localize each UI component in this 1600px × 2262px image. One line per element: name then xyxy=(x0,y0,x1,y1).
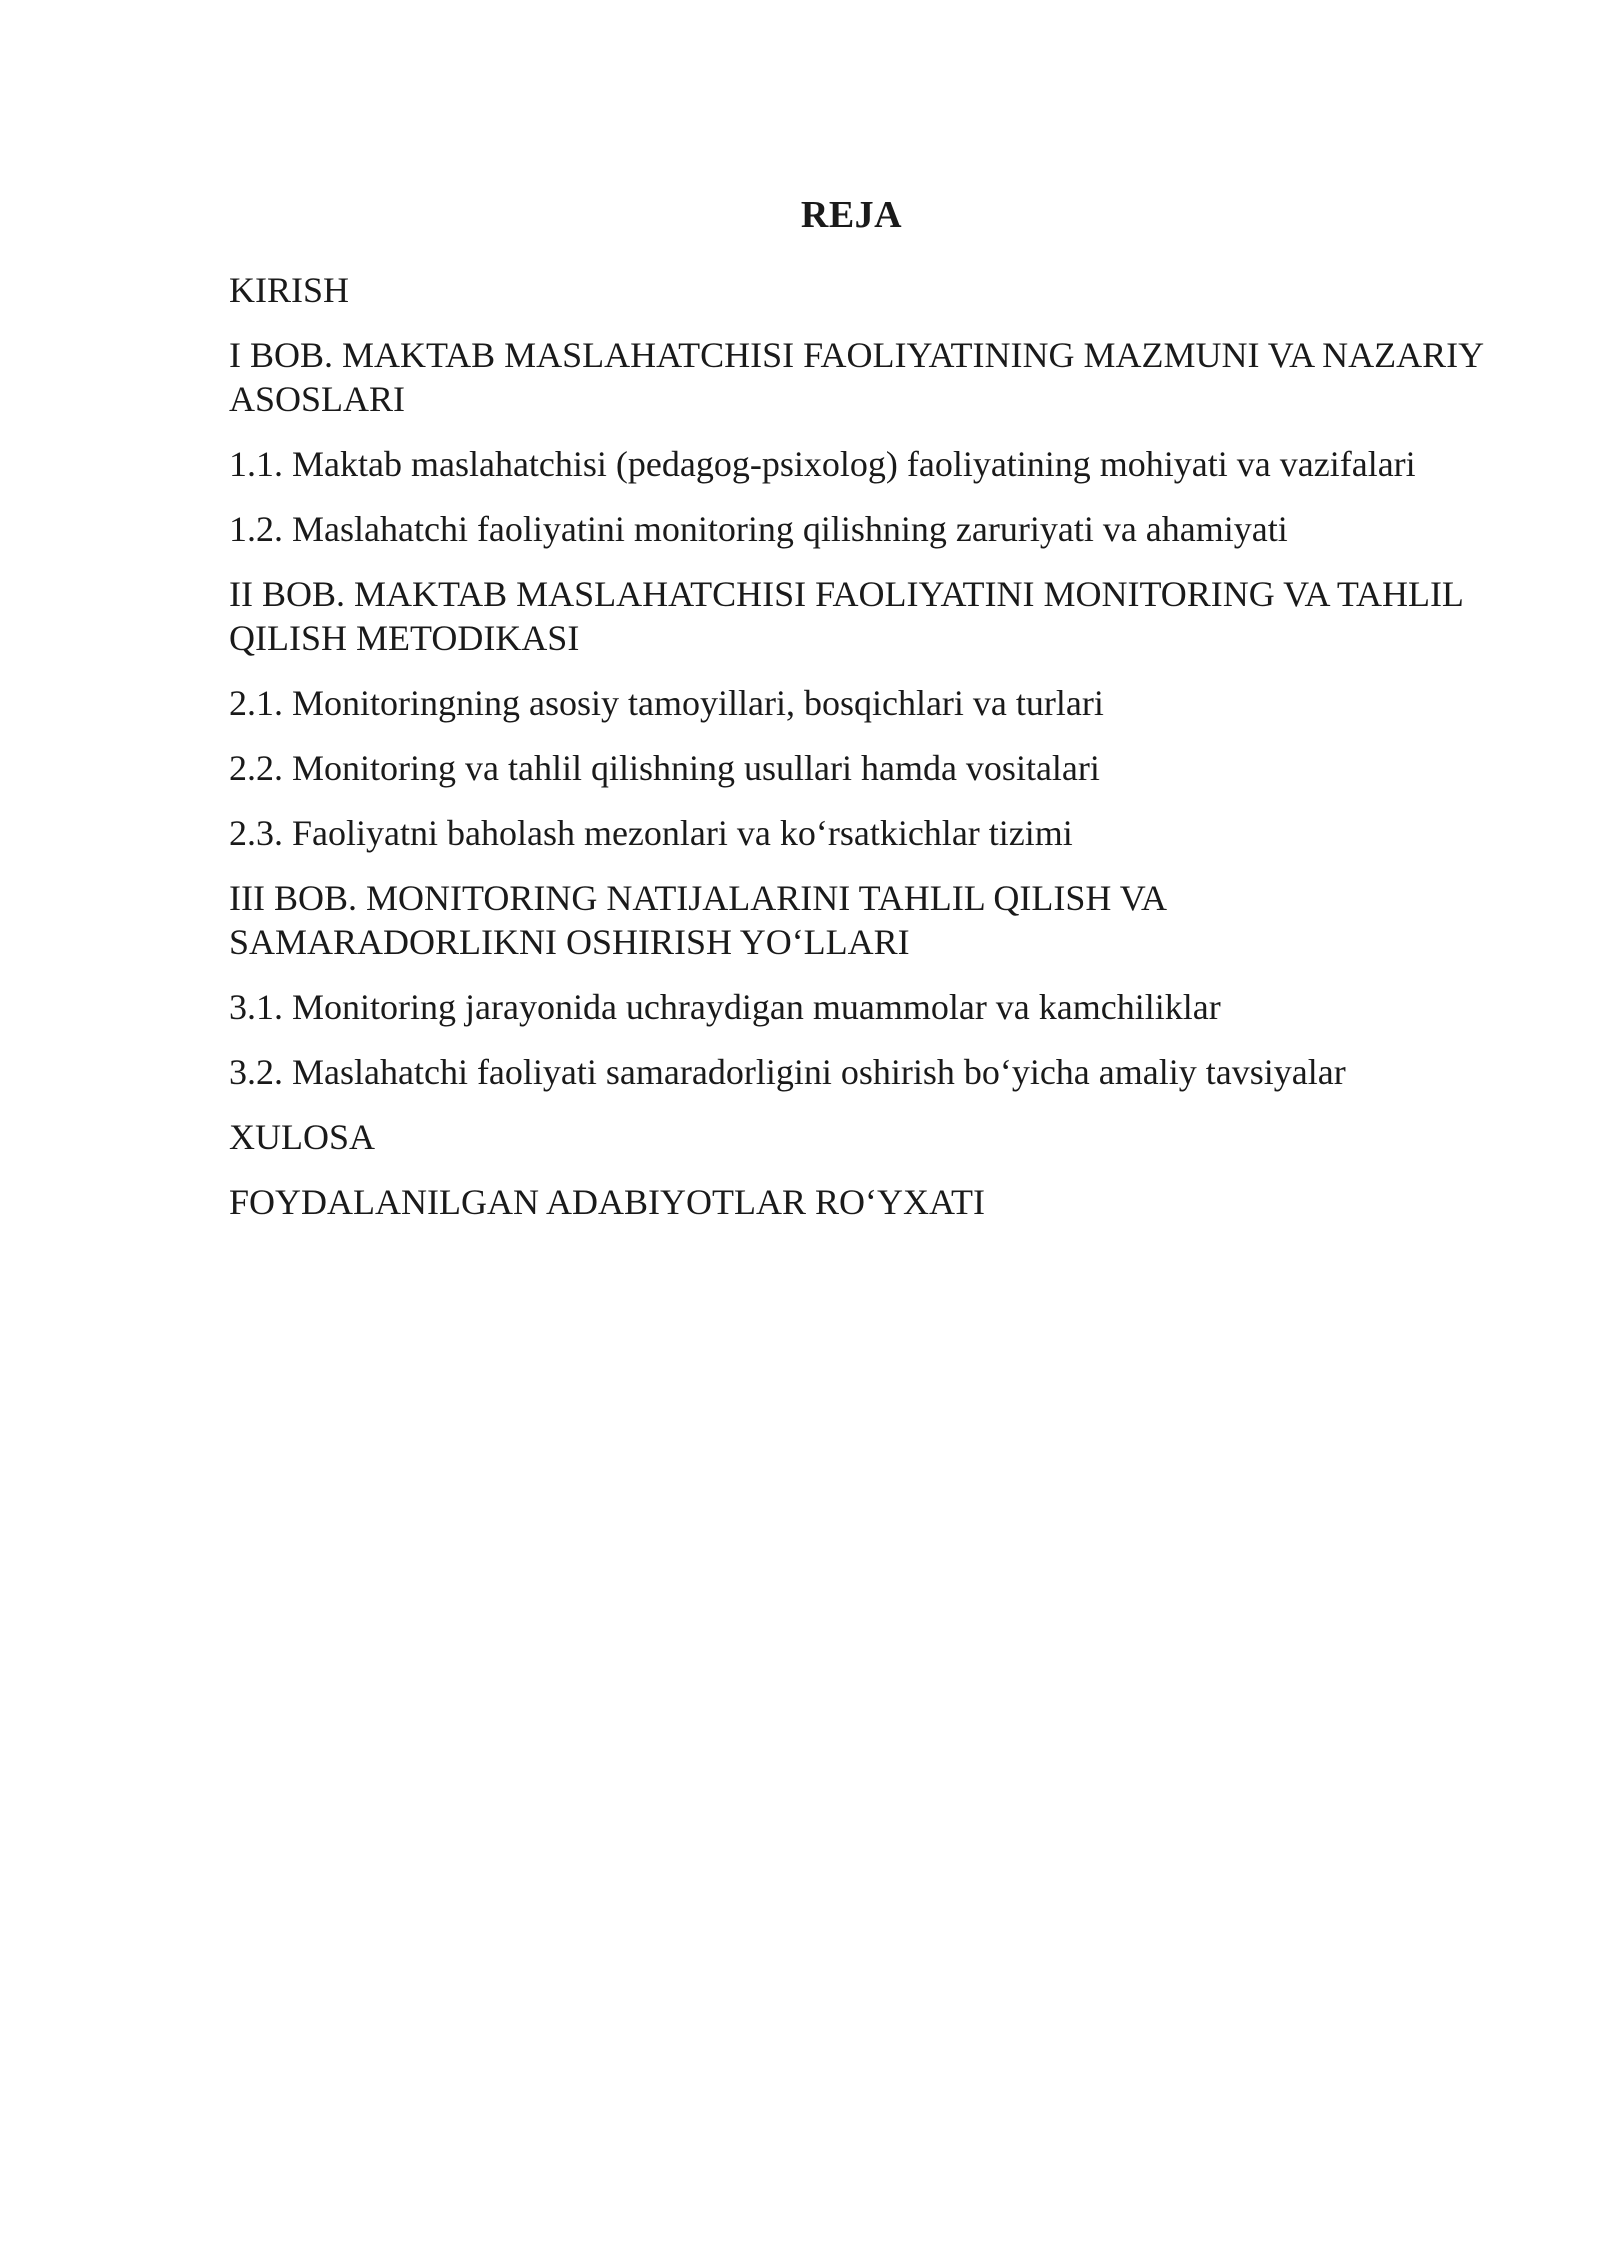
toc-item-section-3-1: 3.1. Monitoring jarayonida uchraydigan muammolar va kamchiliklar xyxy=(229,987,1221,1027)
toc-item-references: FOYDALANILGAN ADABIYOTLAR RO‘YXATI xyxy=(229,1182,985,1222)
toc-item-section-2-3: 2.3. Faoliyatni baholash mezonlari va ko‘rsatkichlar tizimi xyxy=(229,813,1073,853)
toc-item-section-3-2: 3.2. Maslahatchi faoliyati samaradorligini oshirish bo‘yicha amaliy tavsiyalar xyxy=(229,1052,1346,1092)
toc-item-chapter-1: I BOB. MAKTAB MASLAHATCHISI FAOLIYATINING MAZMUNI VA NAZARIY ASOSLARI xyxy=(229,335,1483,419)
toc-item-introduction: KIRISH xyxy=(229,270,350,310)
toc-item-section-1-2: 1.2. Maslahatchi faoliyatini monitoring qilishning zaruriyati va ahamiyati xyxy=(229,509,1288,549)
table-of-contents xyxy=(229,268,1489,1245)
toc-item-section-1-1: 1.1. Maktab maslahatchisi (pedagog-psixolog) faoliyatining mohiyati va vazifalari xyxy=(229,444,1416,484)
toc-item-section-2-2: 2.2. Monitoring va tahlil qilishning usullari hamda vositalari xyxy=(229,748,1100,788)
toc-item-chapter-3: III BOB. MONITORING NATIJALARINI TAHLIL QILISH VA SAMARADORLIKNI OSHIRISH YO‘LLARI xyxy=(229,878,1166,962)
page-title: REJA xyxy=(800,194,903,236)
toc-item-section-2-1: 2.1. Monitoringning asosiy tamoyillari, bosqichlari va turlari xyxy=(229,683,1104,723)
toc-item-chapter-2: II BOB. MAKTAB MASLAHATCHISI FAOLIYATINI MONITORING VA TAHLIL QILISH METODIKASI xyxy=(229,574,1463,658)
toc-item-conclusion: XULOSA xyxy=(229,1117,376,1157)
